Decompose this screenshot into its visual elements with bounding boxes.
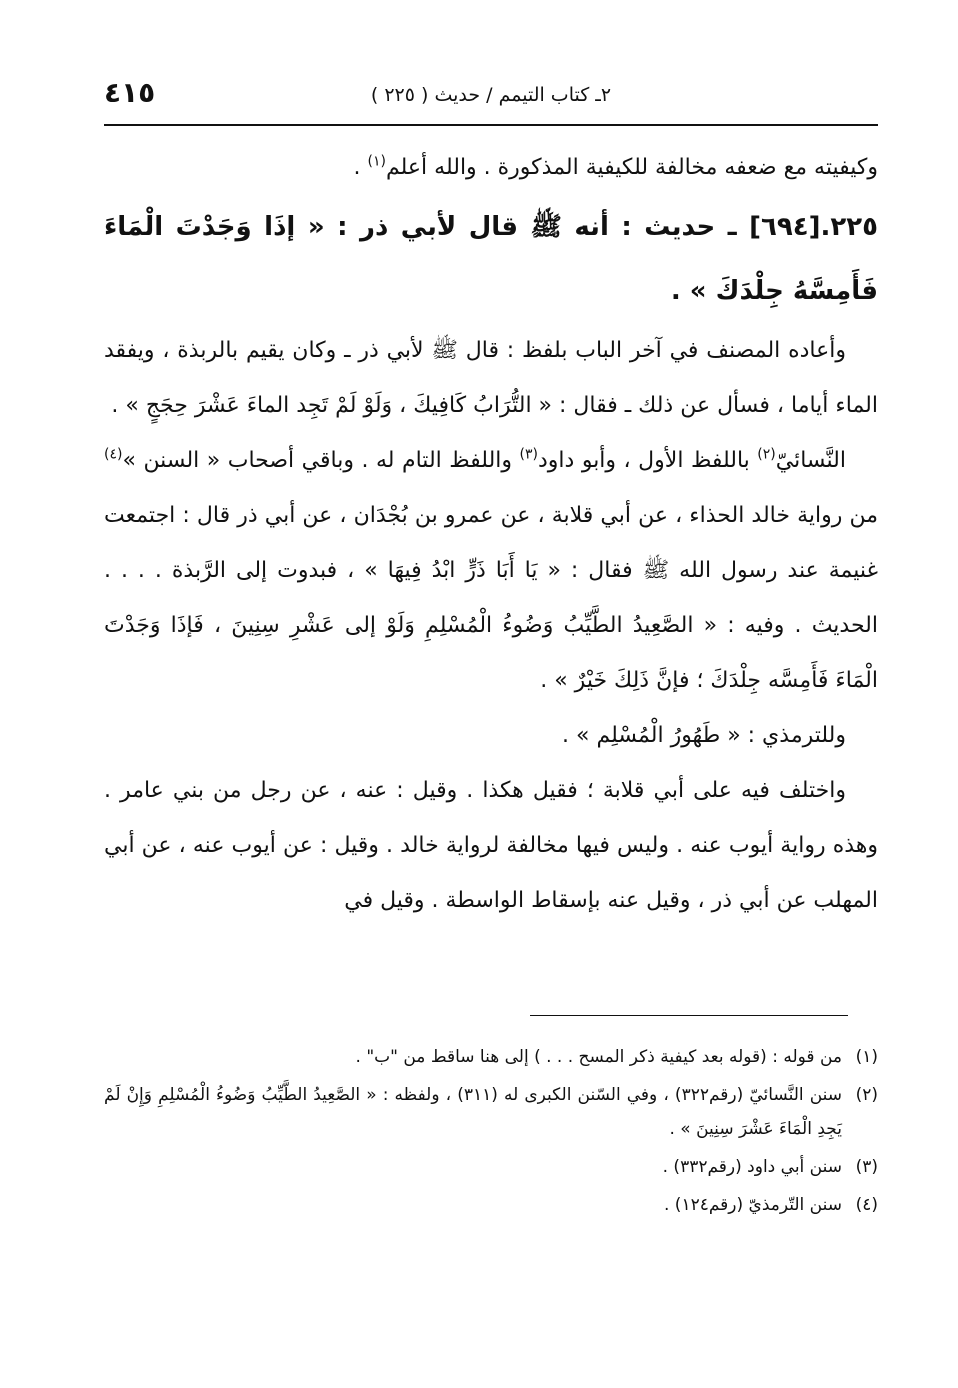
- main-text: [104, 140, 878, 928]
- paragraph-text: واللفظ التام له . وباقي أصحاب « السنن »: [122, 448, 520, 473]
- footnote-text: سنن أبي داود (رقم٣٣٢) .: [662, 1157, 842, 1177]
- footnote-reference: (٢): [757, 446, 776, 463]
- footnote-text: من قوله : (قوله بعد كيفية ذكر المسح . . . ) إلى هنا ساقط من "ب" .: [355, 1047, 842, 1067]
- footnote-text: سنن النَّسائيّ (رقم٣٢٢) ، وفي السّنن الكبرى له (٣١١) ، ولفظه : « الصَّعِيدُ الطَّيِّبُ وَضُوءُ الْمُسْلِمِ وَإِنْ لَمْ يَجِدِ الْمَاءَ عَشْرَ سِنِينَ » .: [104, 1085, 843, 1139]
- paragraph-text: وكيفيته مع ضعفه مخالفة للكيفية المذكورة . والله أعلم: [386, 155, 878, 180]
- footnote-reference: (٤): [104, 446, 123, 463]
- paragraph: [104, 433, 878, 708]
- page-number: ٤١٥: [104, 76, 156, 109]
- footnote-number: (٤): [855, 1195, 878, 1215]
- paragraph: واختلف فيه على أبي قلابة ؛ فقيل هكذا . وقيل : عنه ، عن رجل من بني عامر . وهذه رواية أيوب عنه . وليس فيها مخالفة لرواية خالد . وقيل : عن أيوب عنه ، عن أبي المهلب عن أبي ذر ، وقيل عنه بإسقاط الواسطة . وقيل في: [104, 778, 878, 913]
- paragraph-text: باللفظ الأول ، وأبو داود: [537, 448, 758, 473]
- footnote-separator: [530, 1015, 848, 1016]
- footnote: [104, 1040, 878, 1074]
- paragraph-text: من رواية خالد الحذاء ، عن أبي قلابة ، عن عمرو بن بُجْدَان ، عن أبي ذر قال : اجتمعت غنيمة عند رسول الله ﷺ فقال : « يَا أَبَا ذَرٍّ ابْدُ فِيهَا » ، فبدوت إلى الرَّبذة . . . . الحديث . وفيه : « الصَّعِيدُ الطَّيِّبُ وَضُوءُ الْمُسْلِمِ وَلَوْ إلى عَشْرِ سِنِينَ ، فَإذَا وَجَدْتَ الْمَاءَ فَأَمِسَّه جِلْدَكَ ؛ فإنَّ ذَلِكَ خَيْرٌ » .: [104, 503, 878, 693]
- paragraph: [104, 140, 878, 195]
- footnote-number: (٢): [855, 1085, 878, 1105]
- footnote: [104, 1188, 878, 1222]
- footnote-text: سنن التّرمذيّ (رقم١٢٤) .: [663, 1195, 842, 1215]
- paragraph-text: .: [353, 155, 368, 180]
- footnotes: [104, 1040, 878, 1226]
- paragraph-text: النَّسائيّ: [775, 448, 846, 473]
- hadith-heading: ٢٢٥.[٦٩٤] ـ حديث : أنه ﷺ قال لأبي ذر : « إذَا وَجَدْتَ الْمَاءَ فَأَمِسَّهُ جِلْدَكَ » .: [104, 212, 878, 306]
- footnote-reference: (٣): [519, 446, 538, 463]
- page-header: [104, 74, 878, 126]
- footnote-number: (١): [855, 1047, 878, 1067]
- footnote-reference: (١): [367, 153, 386, 170]
- running-title: ٢ـ كتاب التيمم / حديث ( ٢٢٥ ): [370, 84, 612, 106]
- footnote: [104, 1150, 878, 1184]
- paragraph: وأعاده المصنف في آخر الباب بلفظ : قال ﷺ لأبي ذر ـ وكان يقيم بالربذة ، ويفقد الماء أياما ، فسأل عن ذلك ـ فقال : « التُّرَابُ كَافِيكَ ، وَلَوْ لَمْ تَجِد الماءَ عَشْرَ حِجَجٍ » .: [104, 338, 878, 418]
- footnote: [104, 1078, 878, 1146]
- paragraph: وللترمذي : « طَهُورُ الْمُسْلِم » .: [562, 723, 846, 748]
- footnote-number: (٣): [855, 1157, 878, 1177]
